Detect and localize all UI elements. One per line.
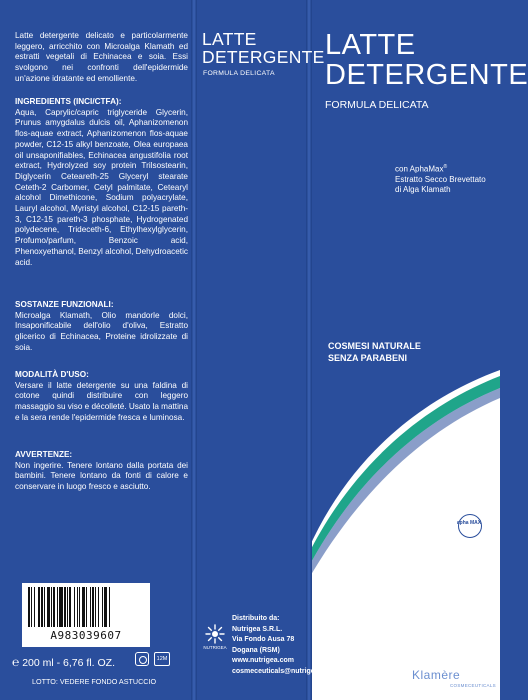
- distributor-block: [232, 614, 335, 677]
- cosmesi-claim: [328, 340, 421, 364]
- barcode-bars: [28, 587, 144, 627]
- sostanze-heading: SOSTANZE FUNZIONALI:: [15, 300, 114, 309]
- volume-text: 200 ml - 6,76 fl. OZ.: [22, 657, 115, 669]
- middle-title-line1: LATTE: [202, 29, 257, 49]
- middle-title-line2: DETERGENTE: [202, 47, 325, 67]
- brand-subtitle: COSMECEUTICALS: [450, 683, 496, 688]
- nutrigea-logo-icon: [205, 624, 225, 644]
- main-title: [325, 30, 528, 90]
- middle-title: [202, 30, 325, 66]
- middle-subtitle: FORMULA DELICATA: [203, 70, 275, 77]
- avvertenze-heading: AVVERTENZE:: [15, 450, 73, 459]
- barcode: [22, 583, 150, 647]
- fold-line-right: [306, 0, 312, 700]
- ingredients-section: [15, 97, 188, 268]
- avvertenze-text: Non ingerire. Tenere lontano dalla portata dei bambini. Tenere lontano da fonti di calore e conservare in luogo fresco e asciutto.: [15, 460, 188, 492]
- registered-mark: ®: [443, 164, 448, 170]
- city: Dogana (RSM): [232, 646, 280, 654]
- address: Via Fondo Ausa 78: [232, 636, 295, 643]
- sostanze-text: Microalga Klamath, Olio mandorle dolci, Insaponificabile dell'olio d'oliva, Estratto glicerico di Echinacea, Proteine idrolizzate di soia.: [15, 310, 188, 352]
- modalita-text: Versare il latte detergente su una faldina di cotone quindi distribuire con leggero massaggio su viso e décolleté. Usato la mattina e la sera rende l'epidermide fresca e luminosa.: [15, 380, 188, 422]
- email: cosmeceuticals@nutrigea.com: [232, 667, 335, 675]
- lotto-text: LOTTO: VEDERE FONDO ASTUCCIO: [32, 677, 157, 686]
- modalita-heading: MODALITÀ D'USO:: [15, 370, 89, 379]
- cosmesi-line2: SENZA PARABENI: [328, 353, 408, 363]
- main-subtitle: FORMULA DELICATA: [325, 99, 429, 111]
- main-title-line2: DETERGENTE: [325, 59, 528, 91]
- intro-text: Latte detergente delicato e particolarmente leggero, arricchito con Microalga Klamath ed estratti vegetali di Echinacea e soia. Essi svolgono nei confronti dell'epidermide un'azione idratante ed emolliente.: [15, 31, 188, 83]
- main-title-line1: LATTE: [325, 29, 416, 61]
- aphamax-block: [395, 162, 486, 195]
- nutrigea-caption: NUTRIGEA: [203, 645, 227, 650]
- recycle-icon: [135, 652, 149, 666]
- estimated-sign-icon: ℮: [12, 655, 20, 669]
- aphamax-line2: Estratto Secco Brevettato: [395, 174, 486, 184]
- ingredients-heading: INGREDIENTS (INCI/CTFA):: [15, 97, 122, 106]
- barcode-bar: [110, 587, 111, 627]
- sostanze-section: [15, 300, 188, 354]
- barcode-number: A983039607: [50, 629, 122, 642]
- aphamax-line1: con AphaMax: [395, 164, 444, 174]
- pao-12m-icon: 12M: [154, 652, 170, 666]
- cosmesi-line1: COSMESI NATURALE: [328, 341, 421, 351]
- aphamax-line3: di Alga Klamath: [395, 184, 451, 194]
- brand-logo: Klamère: [412, 668, 461, 682]
- volume-label: [12, 655, 115, 669]
- company-name: Nutrigea S.R.L.: [232, 625, 283, 633]
- website: www.nutrigea.com: [232, 657, 294, 664]
- middle-panel: [193, 0, 308, 700]
- ingredients-text: Aqua, Caprylic/capric triglyceride Glycerin, Prunus amygdalus dulcis oil, Aphanizomenon flos-aquae extract, Aphanizomenon flos-aquae powder, C12-15 alkyl benzoate, Olea europaea oil unsaponifiables, Echinacea angustifolia root extract, Hydrolyzed soy protein Trilsostearin, Diglycerin Ceteareth-25 Glyceryl stearate Ceteth-2 Carbomer, Cetyl palmitate, Cetearyl alcohol Dimethicone, Sodium polyacrylate, Lauryl alcohol, Myristyl alcohol, C12-15 pareth-3, C12-15 pareth-3 phosphate, Hydrogenated polydecene, Trideceth-6, Ethylhexylglycerin, Profumo/parfum, Benzoic acid, Phenoxyethanol, Benzyl alcohol, Dehydroacetic acid.: [15, 107, 188, 267]
- modalita-section: [15, 370, 188, 424]
- aphamax-badge-text: apha MAX: [456, 520, 482, 526]
- fold-line-left: [191, 0, 197, 700]
- distributed-by: Distribuito da:: [232, 615, 280, 622]
- avvertenze-section: [15, 450, 188, 493]
